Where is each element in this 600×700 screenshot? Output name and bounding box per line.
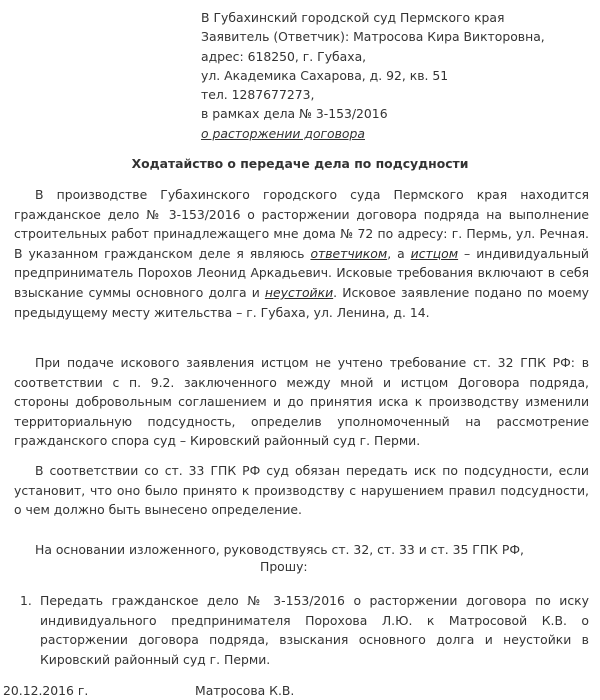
document-title: Ходатайство о передаче дела по подсудности xyxy=(131,156,469,171)
phone-line: тел. 1287677273, xyxy=(201,87,315,103)
p1-text-b: , а xyxy=(387,245,411,261)
request-heading: Прошу: xyxy=(260,559,308,574)
paragraph-3 xyxy=(14,461,589,520)
list-item-number: 1. xyxy=(20,593,32,608)
link-respondent[interactable]: ответчиком xyxy=(310,245,388,261)
list-item-text: Передать гражданское дело № 3-153/2016 о расторжении договора по иску индивидуального предпринимателя Порохова Л.Ю. к Матросовой К.В. о расторжении договора подряда, взыскания основного долга и неустойки в Кировский районный суд г. Перми. xyxy=(40,593,589,667)
p1-text-d: . Исковое заявление подано по моему предыдущему месту жительства – г. Губаха, ул. Ленина, д. 14. xyxy=(14,284,589,320)
paragraph-3-text: В соответствии со ст. 33 ГПК РФ суд обязан передать иск по подсудности, если установит, что оно было принято к производству с нарушением правил подсудности, о чем должно быть вынесено определение. xyxy=(14,463,589,518)
paragraph-1 xyxy=(14,185,589,322)
addressee-block xyxy=(201,8,545,143)
request-list xyxy=(20,591,589,669)
document-date: 20.12.2016 г. xyxy=(3,683,89,698)
list-item xyxy=(20,591,589,669)
applicant-line: Заявитель (Ответчик): Матросова Кира Викторовна, xyxy=(201,29,545,45)
paragraph-2-text: При подаче искового заявления истцом не учтено требование ст. 32 ГПК РФ: в соответствии с п. 9.2. заключенного между мной и истцом Договора подряда, стороны добровольным соглашением и до принятия иска к производству изменили территориальную подсудность, определив уполномоченный на рассмотрение гражданского спора суд – Кировский районный суд г. Перми. xyxy=(14,355,589,449)
court-name: В Губахинский городской суд Пермского края xyxy=(201,10,505,25)
paragraph-2 xyxy=(14,353,589,451)
address-line-2: ул. Академика Сахарова, д. 92, кв. 51 xyxy=(201,67,449,83)
p1-text-c: – индивидуальный предприниматель Порохов Леонид Аркадьевич. Исковые требования включают в себя взыскание суммы основного долга и xyxy=(14,245,589,300)
signature-name: Матросова К.В. xyxy=(195,683,295,698)
address-line-1: адрес: 618250, г. Губаха, xyxy=(201,48,367,64)
link-plaintiff[interactable]: истцом xyxy=(410,245,459,261)
paragraph-4-text: На основании изложенного, руководствуясь ст. 32, ст. 33 и ст. 35 ГПК РФ, xyxy=(35,542,524,557)
p1-text-a: В производстве Губахинского городского суда Пермского края находится гражданское дело № 3-153/2016 о расторжении договора подряда на выполнение строительных работ принадлежащего мне дома № 72 по адресу: г. Пермь, ул. Речная. В указанном гражданском деле я являюсь xyxy=(14,187,589,261)
link-penalty[interactable]: неустойки xyxy=(264,284,334,300)
case-subject: о расторжении договора xyxy=(201,125,365,141)
case-reference: в рамках дела № 3-153/2016 xyxy=(201,106,388,122)
